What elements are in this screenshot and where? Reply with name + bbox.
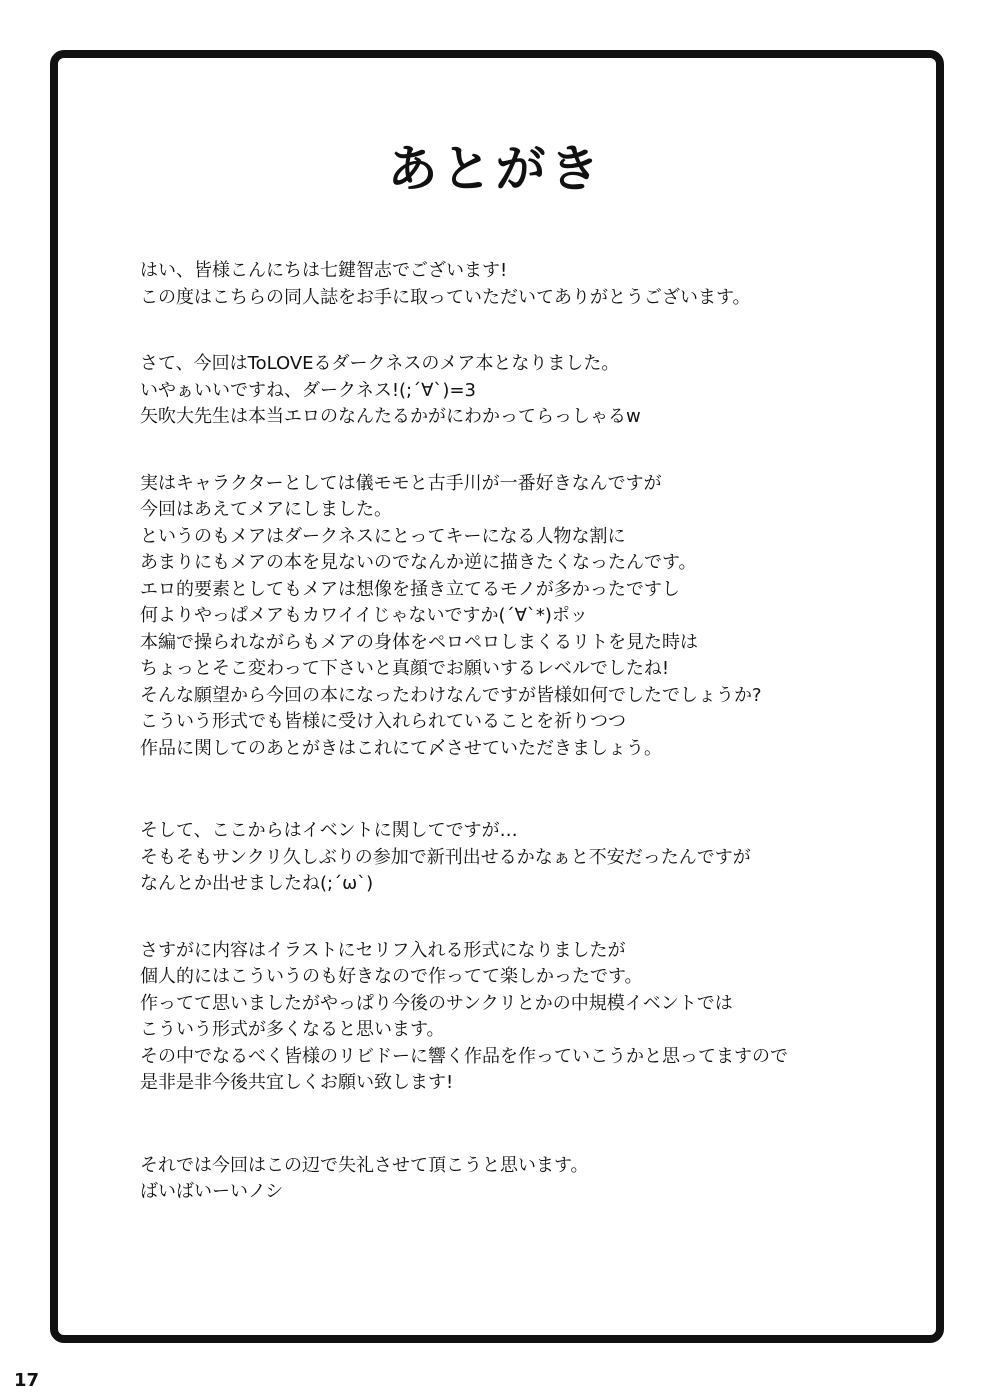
- paragraph: [140, 818, 840, 898]
- text-line: 本編で操られながらもメアの身体をペロペロしまくるリトを見た時は: [140, 631, 698, 653]
- text-line: さて、今回はToLOVEるダークネスのメア本となりました。: [140, 353, 620, 374]
- text-line: なんとか出せましたね(;´ω`): [140, 873, 374, 894]
- text-line: 実はキャラクターとしては儀モモと古手川が一番好きなんですが: [140, 472, 662, 494]
- text-line: そんな願望から今回の本になったわけなんですが皆様如何でしたでしょうか?: [140, 684, 762, 706]
- text-line: この度はこちらの同人誌をお手に取っていただいてありがとうございます。: [140, 286, 751, 308]
- text-line: ばいばいーいノシ: [140, 1181, 284, 1202]
- text-line: こういう形式が多くなると思います。: [140, 1019, 445, 1040]
- text-line: いやぁいいですね、ダークネス!(;´∀`)=3: [140, 379, 476, 401]
- text-line: そして、ここからはイベントに関してですが…: [140, 820, 518, 841]
- page-number: 17: [14, 1370, 40, 1391]
- text-line: 個人的にはこういうのも好きなので作ってて楽しかったです。: [140, 966, 643, 987]
- text-line: さすがに内容はイラストにセリフ入れる形式になりましたが: [140, 939, 626, 961]
- paragraph: [140, 471, 840, 763]
- text-line: 今回はあえてメアにしました。: [140, 499, 392, 520]
- paragraph: [140, 258, 840, 311]
- text-line: こういう形式でも皆様に受け入れられていることを祈りつつ: [140, 711, 626, 732]
- paragraph: [140, 938, 840, 1097]
- afterword-body: [140, 258, 840, 1246]
- text-line: それでは今回はこの辺で失礼させて頂こうと思います。: [140, 1154, 589, 1176]
- text-line: 作ってて思いましたがやっぱり今後のサンクリとかの中規模イベントでは: [140, 992, 733, 1014]
- text-line: エロ的要素としてもメアは想像を掻き立てるモノが多かったですし: [140, 578, 680, 600]
- paragraph: [140, 1153, 840, 1206]
- paragraph: [140, 351, 840, 431]
- text-line: その中でなるべく皆様のリビドーに響く作品を作っていこうかと思ってますので: [140, 1045, 788, 1067]
- text-line: 何よりやっぱメアもカワイイじゃないですか(´∀`*)ポッ: [140, 605, 588, 626]
- text-line: そもそもサンクリ久しぶりの参加で新刊出せるかなぁと不安だったんですが: [140, 846, 751, 868]
- text-line: あまりにもメアの本を見ないのでなんか逆に描きたくなったんです。: [140, 552, 697, 573]
- text-line: 是非是非今後共宜しくお願い致します!: [140, 1072, 454, 1093]
- text-line: はい、皆様こんにちは七鍵智志でございます!: [140, 260, 508, 281]
- page-title: あとがき: [387, 140, 604, 198]
- text-line: というのもメアはダークネスにとってキーになる人物な割に: [140, 525, 626, 547]
- text-line: 作品に関してのあとがきはこれにて〆させていただきましょう。: [140, 737, 662, 759]
- text-line: ちょっとそこ変わって下さいと真顔でお願いするレベルでしたね!: [140, 658, 670, 679]
- text-line: 矢吹大先生は本当エロのなんたるかがにわかってらっしゃるw: [140, 406, 641, 427]
